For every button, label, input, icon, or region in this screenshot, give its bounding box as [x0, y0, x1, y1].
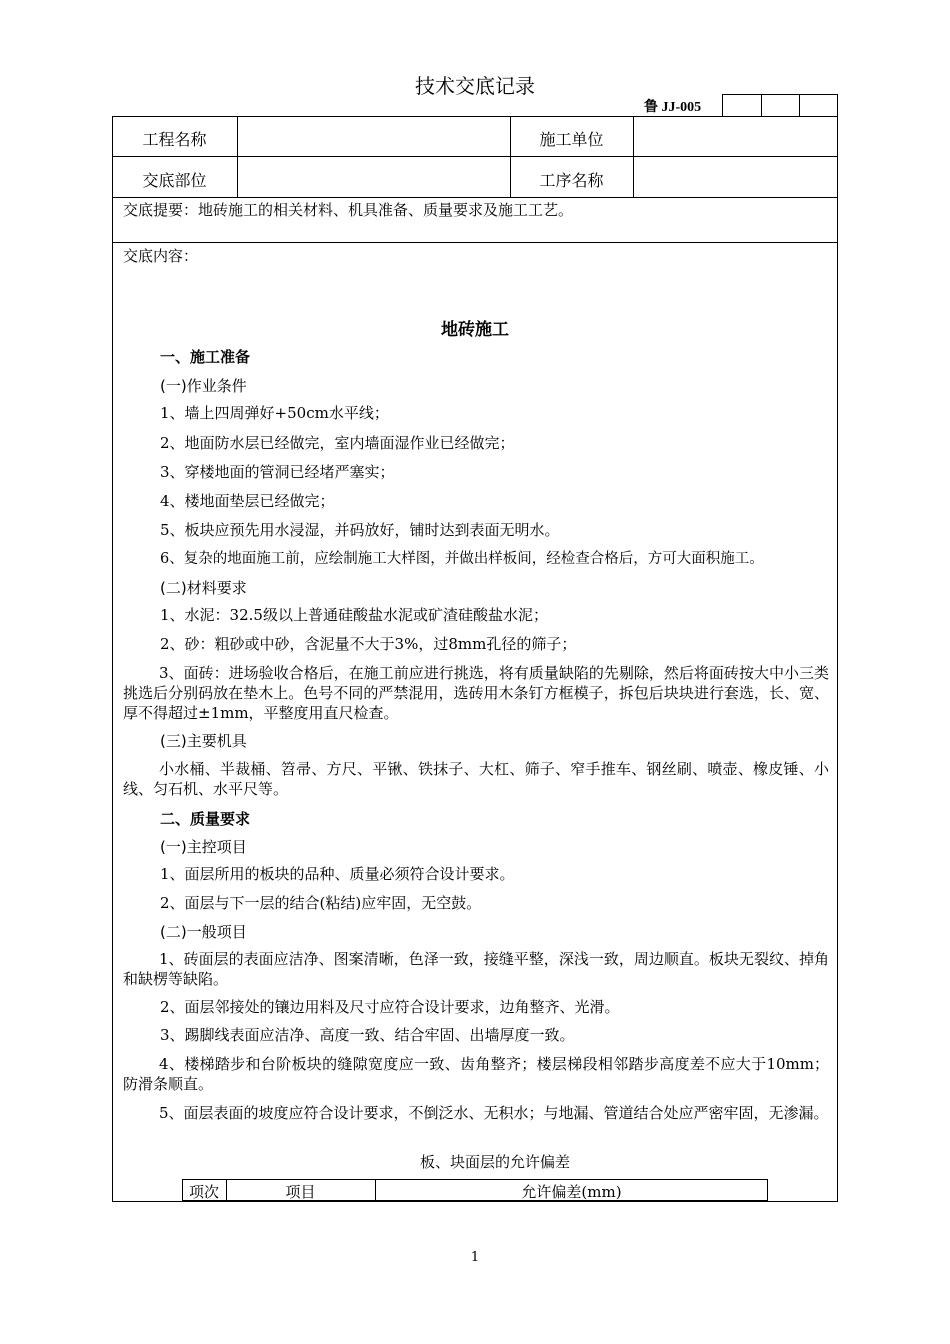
list-item: 1、墙上四周弹好+50cm水平线； [160, 404, 389, 422]
process-name-label: 工序名称 [539, 171, 604, 190]
summary-text: 交底提要：地砖施工的相关材料、机具准备、质量要求及施工工艺。 [123, 201, 574, 219]
subsection-heading: (二)材料要求 [160, 579, 247, 597]
row-divider [112, 197, 838, 198]
list-item: 5、板块应预先用水浸湿，并码放好，铺时达到表面无明水。 [160, 521, 560, 539]
list-item: 4、楼梯踏步和台阶板块的缝隙宽度应一致、齿角整齐；楼层梯段相邻踏步高度差不应大于10mm；防滑条顺直。 [123, 1055, 829, 1093]
list-item: 2、面层邻接处的镶边用料及尺寸应符合设计要求，边角整齐、光滑。 [160, 998, 620, 1016]
content-label: 交底内容： [123, 247, 199, 265]
list-item: 3、穿楼地面的管洞已经堵严塞实； [160, 463, 395, 481]
list-item: 1、面层所用的板块的品种、质量必须符合设计要求。 [160, 865, 515, 883]
list-item: 3、踢脚线表面应洁净、高度一致、结合牢固、出墙厚度一致。 [160, 1026, 575, 1044]
code-box-2 [761, 94, 800, 116]
section-heading: 二、质量要求 [160, 810, 251, 828]
page-number: 1 [470, 1250, 480, 1265]
list-item: 1、水泥：32.5级以上普通硅酸盐水泥或矿渣硅酸盐水泥； [160, 606, 548, 624]
construction-unit-label: 施工单位 [539, 130, 604, 149]
row-divider [112, 242, 838, 243]
project-name-label: 工程名称 [142, 130, 207, 149]
page-title: 技术交底记录 [415, 74, 535, 98]
table-header-cell: 允许偏差(mm) [521, 1183, 622, 1201]
table-header-cell: 项次 [188, 1183, 219, 1201]
row-divider [112, 156, 838, 157]
location-label: 交底部位 [142, 171, 207, 190]
list-item: 5、面层表面的坡度应符合设计要求，不倒泛水、无积水；与地漏、管道结合处应严密牢固，无渗漏。 [159, 1104, 829, 1122]
subsection-heading: (二)一般项目 [160, 923, 247, 941]
list-item: 2、砂：粗砂或中砂，含泥量不大于3%，过8mm孔径的筛子； [160, 635, 577, 653]
list-item: 1、砖面层的表面应洁净、图案清晰，色泽一致，接缝平整，深浅一致，周边顺直。板块无裂纹、掉角和缺楞等缺陷。 [123, 950, 829, 988]
list-item: 6、复杂的地面施工前，应绘制施工大样图，并做出样板间，经检查合格后，方可大面积施工。 [160, 551, 764, 567]
code-box-1 [722, 94, 762, 116]
doc-title: 地砖施工 [441, 320, 509, 340]
subsection-heading: (一)作业条件 [160, 377, 247, 395]
list-item: 4、楼地面垫层已经做完； [160, 492, 335, 510]
table-caption: 板、块面层的允许偏差 [419, 1153, 570, 1171]
form-code: 鲁 JJ-005 [644, 100, 702, 115]
section-heading: 一、施工准备 [160, 348, 251, 366]
list-item: 2、地面防水层已经做完，室内墙面湿作业已经做完； [160, 434, 515, 452]
table-header-cell: 项目 [285, 1183, 316, 1201]
paragraph: 小水桶、半裁桶、笤帚、方尺、平锹、铁抹子、大杠、筛子、窄手推车、钢丝刷、喷壶、橡皮锤、小线、匀石机、水平尺等。 [123, 760, 829, 798]
code-box-3 [799, 94, 838, 116]
col-divider [633, 116, 634, 197]
list-item: 2、面层与下一层的结合(粘结)应牢固，无空鼓。 [160, 894, 482, 912]
col-divider [237, 116, 238, 197]
subsection-heading: (三)主要机具 [160, 732, 247, 750]
list-item: 3、面砖：进场验收合格后，在施工前应进行挑选，将有质量缺陷的先剔除，然后将面砖按大中小三类挑选后分别码放在垫木上。色号不同的严禁混用，选砖用木条钉方框模子，拆包后块块进行套选，长、宽、厚不得超过±1mm，平整度用直尺检查。 [123, 664, 829, 722]
subsection-heading: (一)主控项目 [160, 838, 247, 856]
